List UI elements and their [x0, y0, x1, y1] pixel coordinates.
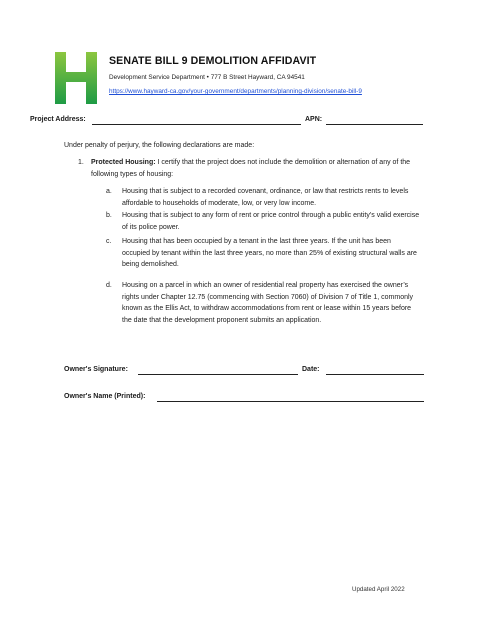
subitem-letter: a. — [106, 188, 112, 195]
updated-date: Updated April 2022 — [352, 586, 405, 593]
owner-name-row — [64, 393, 424, 405]
item-text: I certify that the project does not include the demolition or alternation of any of the following types of housing: — [91, 159, 411, 178]
signature-row — [64, 366, 424, 378]
subitem-letter: d. — [106, 282, 112, 289]
date-label: Date: — [302, 366, 320, 373]
sb9-web-link[interactable]: https://www.hayward-ca.gov/your-government/departments/planning-division/senate-bill-9 — [109, 88, 362, 95]
intro-text: Under penalty of perjury, the following declarations are made: — [64, 142, 255, 149]
owner-name-field[interactable] — [157, 394, 424, 402]
project-address-label: Project Address: — [30, 116, 86, 123]
item-number: 1. — [78, 159, 84, 166]
date-field[interactable] — [326, 367, 424, 375]
hayward-h-logo-icon — [55, 52, 97, 104]
subitem-text: Housing that has been occupied by a tenant in the last three years. If the unit has been occupied by tenant within the last three years, no more than 25% of existing structural walls are being demolished. — [122, 238, 417, 268]
owner-name-label: Owner's Name (Printed): — [64, 393, 146, 400]
subitem-letter: c. — [106, 238, 112, 245]
subitem-text: Housing that is subject to any form of rent or price control through a public entity’s valid exercise of its police power. — [122, 212, 420, 231]
owner-signature-label: Owner's Signature: — [64, 366, 128, 373]
department-address: Development Service Department • 777 B Street Hayward, CA 94541 — [109, 74, 305, 81]
project-address-field[interactable] — [92, 117, 301, 125]
apn-field[interactable] — [326, 117, 423, 125]
item-heading: Protected Housing: — [91, 159, 156, 166]
apn-label: APN: — [305, 116, 323, 123]
owner-signature-field[interactable] — [138, 367, 298, 375]
item-body — [91, 157, 421, 180]
subitem-letter: b. — [106, 212, 112, 219]
subitem-text: Housing on a parcel in which an owner of residential real property has exercised the owner’s rights under Chapter 12.75 (commencing with Section 7060) of Division 7 of Title 1, commonly known as the Ellis Act, to withdraw accommodations from rent or lease within 15 years before the date that the development proponent submits an application. — [122, 282, 414, 324]
project-address-row — [30, 116, 423, 128]
subitem-text: Housing that is subject to a recorded covenant, ordinance, or law that restricts rents to levels affordable to households of moderate, low, or very low income. — [122, 188, 409, 207]
document-title: SENATE BILL 9 DEMOLITION AFFIDAVIT — [109, 55, 317, 67]
